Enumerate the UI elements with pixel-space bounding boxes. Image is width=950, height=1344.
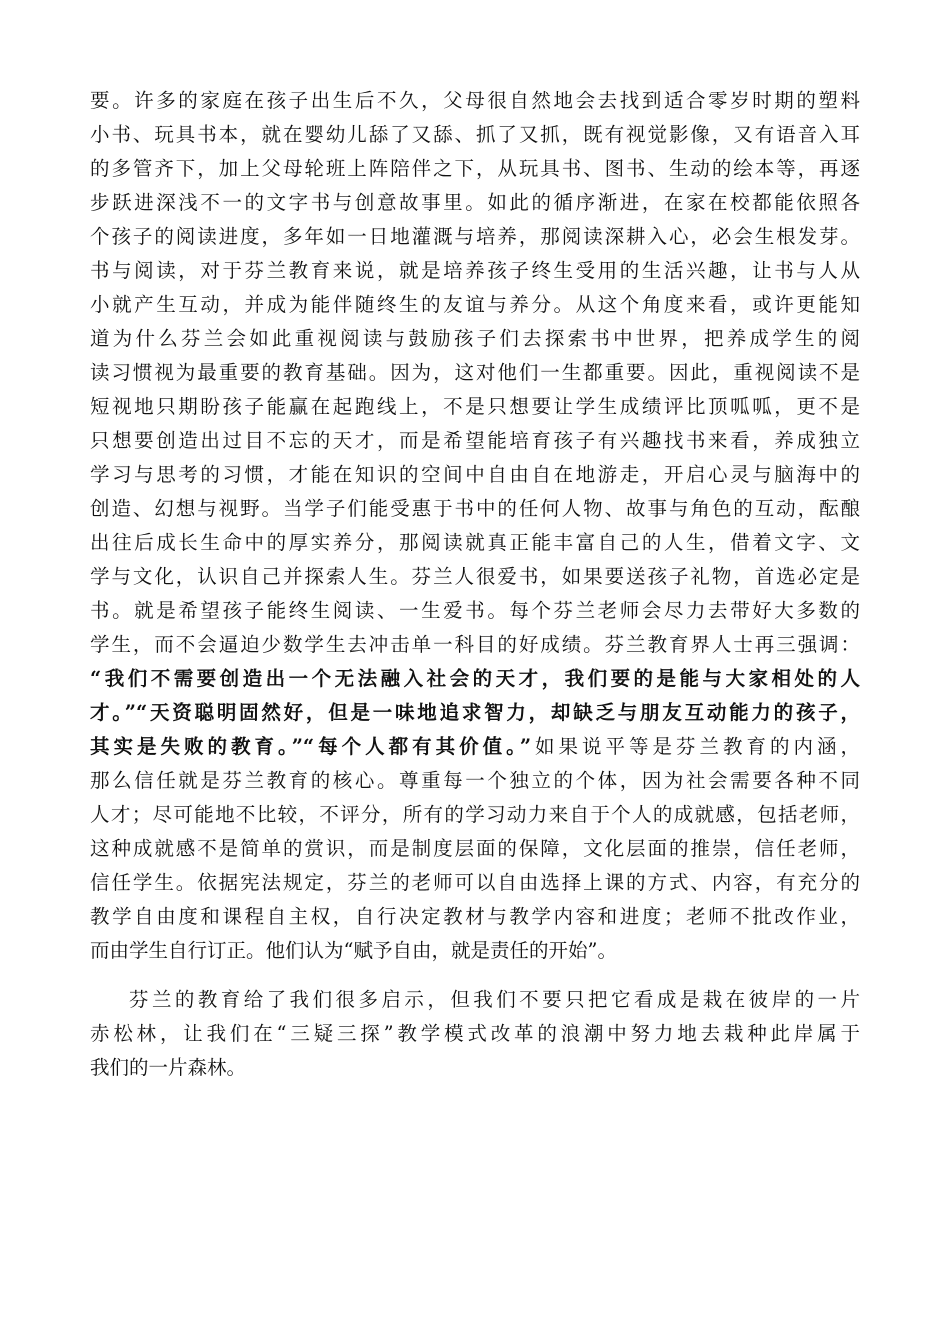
text-line xyxy=(90,1017,860,1051)
line-text: 我们的一片森林。 xyxy=(90,1056,247,1079)
text-line xyxy=(90,322,860,356)
line-text: 书与阅读，对于芬兰教育来说，就是培养孩子终生受用的生活兴趣，让书与人从 xyxy=(90,259,860,282)
bold-quote-text: 才。”“天资聪明固然好，但是一味地追求智力，却缺乏与朋友互动能力的孩子， xyxy=(90,701,860,724)
line-text: 那么信任就是芬兰教育的核心。尊重每一个独立的个体，因为社会需要各种不同 xyxy=(90,769,860,792)
line-text: 个孩子的阅读进度，多年如一日地灌溉与培养，那阅读深耕入心，必会生根发芽。 xyxy=(90,225,860,248)
text-line xyxy=(90,424,860,458)
text-line xyxy=(90,730,860,764)
text-line xyxy=(90,900,860,934)
line-text: 赤松林，让我们在“三疑三探”教学模式改革的浪潮中努力地去栽种此岸属于 xyxy=(90,1022,860,1045)
line-text: 信任学生。依据宪法规定，芬兰的老师可以自由选择上课的方式、内容，有充分的 xyxy=(90,871,860,894)
text-line xyxy=(90,186,860,220)
text-line xyxy=(90,934,860,968)
text-line xyxy=(90,220,860,254)
text-line xyxy=(90,492,860,526)
text-line xyxy=(90,560,860,594)
text-line xyxy=(90,84,860,118)
line-text: 芬兰的教育给了我们很多启示，但我们不要只把它看成是栽在彼岸的一片 xyxy=(129,988,860,1011)
text-line xyxy=(90,764,860,798)
line-text: 步跃进深浅不一的文字书与创意故事里。如此的循序渐进，在家在校都能依照各 xyxy=(90,191,860,214)
bold-quote-text: “我们不需要创造出一个无法融入社会的天才，我们要的是能与大家相处的人 xyxy=(90,667,860,690)
text-line xyxy=(90,696,860,730)
text-line xyxy=(90,1051,860,1085)
text-line xyxy=(90,594,860,628)
line-text: 而由学生自行订正。他们认为“赋予自由，就是责任的开始”。 xyxy=(90,939,617,962)
text-line xyxy=(90,866,860,900)
text-line xyxy=(90,390,860,424)
bold-quote-text: 其实是失败的教育。”“每个人都有其价值。” xyxy=(90,735,532,758)
text-line xyxy=(90,254,860,288)
line-text: 人才；尽可能地不比较，不评分，所有的学习动力来自于个人的成就感，包括老师， xyxy=(90,803,860,826)
line-text: 书。就是希望孩子能终生阅读、一生爱书。每个芬兰老师会尽力去带好大多数的 xyxy=(90,599,860,622)
line-text: 这种成就感不是简单的赏识，而是制度层面的保障，文化层面的推崇，信任老师， xyxy=(90,837,860,860)
line-text: 学生，而不会逼迫少数学生去冲击单一科目的好成绩。芬兰教育界人士再三强调： xyxy=(90,633,860,656)
line-text: 要。许多的家庭在孩子出生后不久，父母很自然地会去找到适合零岁时期的塑料 xyxy=(90,89,860,112)
line-text: 出往后成长生命中的厚实养分，那阅读就真正能丰富自己的人生，借着文字、文 xyxy=(90,531,860,554)
text-line xyxy=(90,628,860,662)
text-line xyxy=(90,662,860,696)
line-text: 教学自由度和课程自主权，自行决定教材与教学内容和进度；老师不批改作业， xyxy=(90,905,860,928)
text-line xyxy=(90,798,860,832)
line-text: 只想要创造出过目不忘的天才，而是希望能培育孩子有兴趣找书来看，养成独立 xyxy=(90,429,860,452)
line-text: 小书、玩具书本，就在婴幼儿舔了又舔、抓了又抓，既有视觉影像，又有语音入耳 xyxy=(90,123,860,146)
line-text: 道为什么芬兰会如此重视阅读与鼓励孩子们去探索书中世界，把养成学生的阅 xyxy=(90,327,860,350)
line-text: 小就产生互动，并成为能伴随终生的友谊与养分。从这个角度来看，或许更能知 xyxy=(90,293,860,316)
text-line xyxy=(90,458,860,492)
text-line xyxy=(90,983,860,1017)
line-text: 读习惯视为最重要的教育基础。因为，这对他们一生都重要。因此，重视阅读不是 xyxy=(90,361,860,384)
text-line xyxy=(90,832,860,866)
line-text: 学习与思考的习惯，才能在知识的空间中自由自在地游走，开启心灵与脑海中的 xyxy=(90,463,860,486)
text-line xyxy=(90,356,860,390)
line-text: 如果说平等是芬兰教育的内涵， xyxy=(531,735,860,758)
text-line xyxy=(90,118,860,152)
line-text: 创造、幻想与视野。当学子们能受惠于书中的任何人物、故事与角色的互动，酝酿 xyxy=(90,497,860,520)
text-line xyxy=(90,288,860,322)
line-text: 短视地只期盼孩子能赢在起跑线上，不是只想要让学生成绩评比顶呱呱，更不是 xyxy=(90,395,860,418)
line-text: 学与文化，认识自己并探索人生。芬兰人很爱书，如果要送孩子礼物，首选必定是 xyxy=(90,565,860,588)
text-line xyxy=(90,152,860,186)
text-line xyxy=(90,526,860,560)
line-text: 的多管齐下，加上父母轮班上阵陪伴之下，从玩具书、图书、生动的绘本等，再逐 xyxy=(90,157,860,180)
